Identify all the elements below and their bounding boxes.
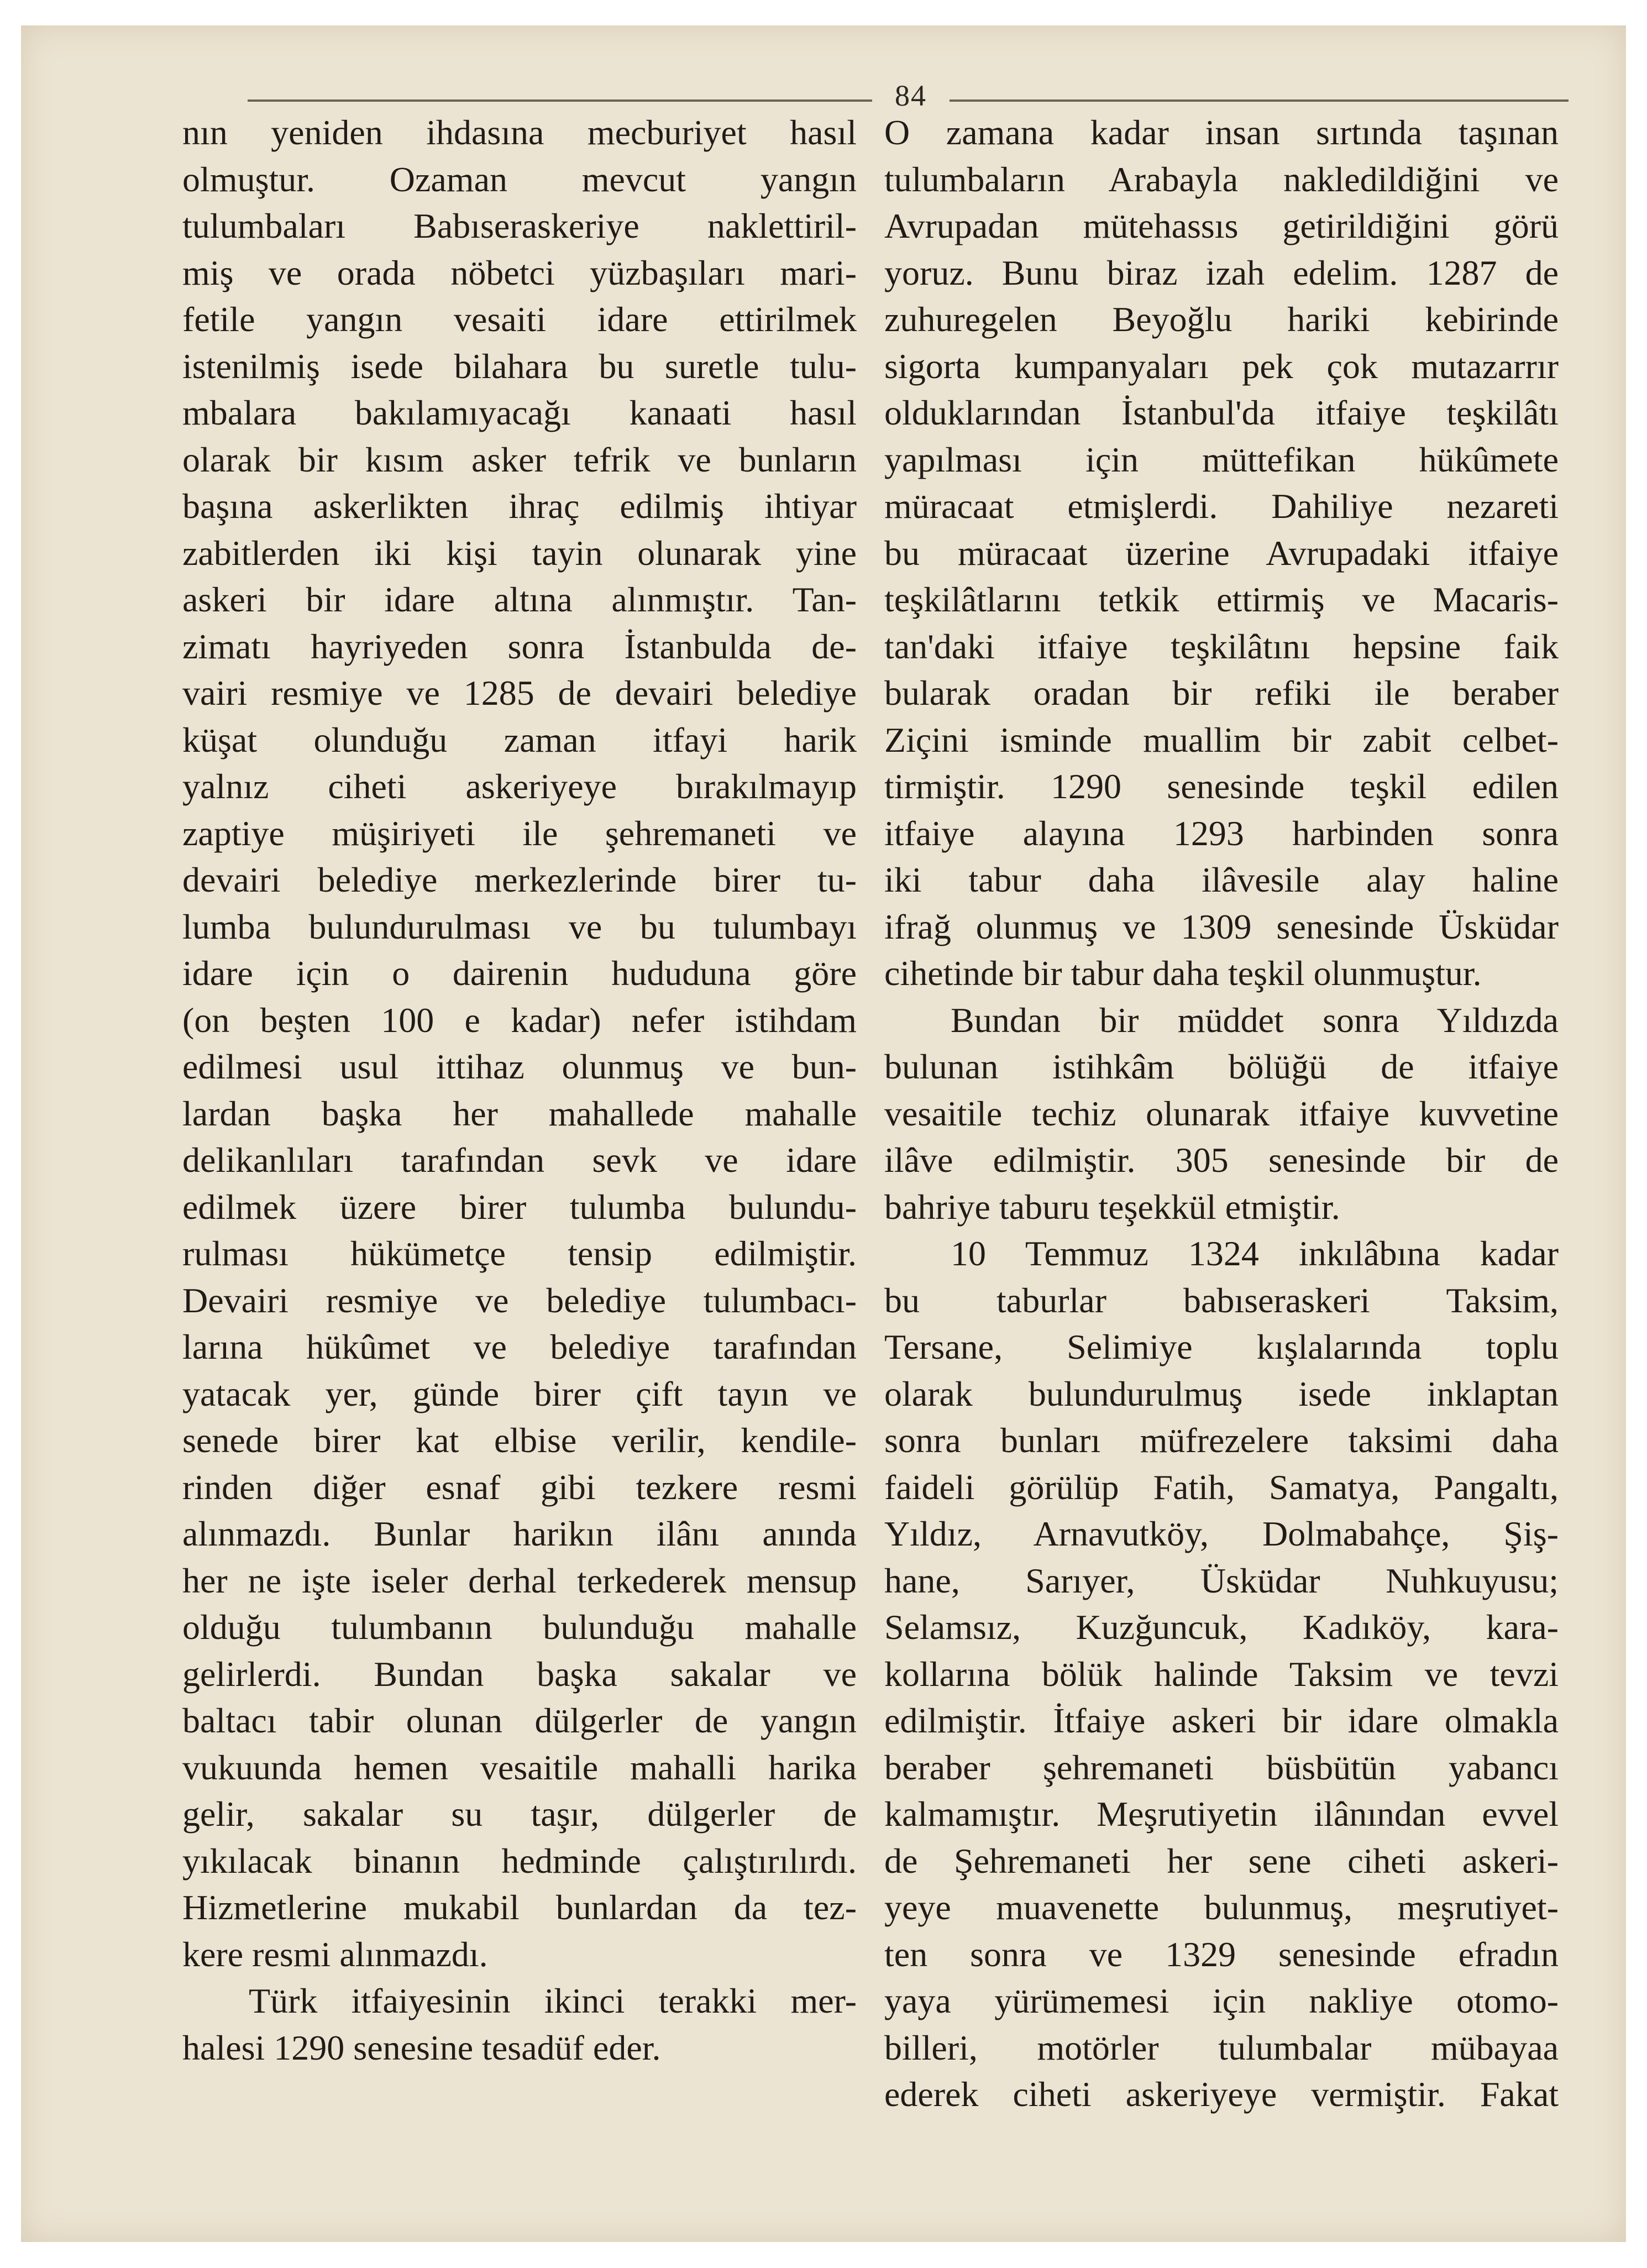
text-line: mbalara bakılamıyacağı kanaati hasıl — [182, 393, 857, 432]
text-line: Ziçini isminde muallim bir zabit celbet- — [884, 720, 1559, 760]
text-line: zuhuregelen Beyoğlu hariki kebirinde — [884, 300, 1559, 339]
text-line: yatacak yer, günde birer çift tayın ve — [182, 1374, 857, 1413]
text-line: sonra bunları müfrezelere taksimi daha — [884, 1421, 1559, 1460]
text-line: rulması hükümetçe tensip edilmiştir. — [182, 1234, 857, 1273]
left-column — [182, 109, 857, 2071]
text-line: olarak bir kısım asker tefrik ve bunların — [182, 439, 857, 479]
text-line: O zamana kadar insan sırtında taşınan — [884, 113, 1559, 152]
text-line: edilmesi usul ittihaz olunmuş ve bun- — [182, 1047, 857, 1086]
text-line: Hizmetlerine mukabil bunlardan da tez- — [182, 1888, 857, 1927]
text-line: yapılması için müttefikan hükûmete — [884, 439, 1559, 479]
text-line: bularak oradan bir refiki ile beraber — [884, 673, 1559, 713]
text-line: bu müracaat üzerine Avrupadaki itfaiye — [884, 533, 1559, 573]
text-line: küşat olunduğu zaman itfayi harik — [182, 720, 857, 760]
text-line: yaya yürümemesi için nakliye otomo- — [884, 1981, 1559, 2020]
text-line: olduklarından İstanbul'da itfaiye teşkilâtı — [884, 393, 1559, 432]
text-line: senede birer kat elbise verilir, kendile- — [182, 1421, 857, 1460]
text-line: gelirlerdi. Bundan başka sakalar ve — [182, 1654, 857, 1694]
text-line: her ne işte iseler derhal terkederek mensup — [182, 1560, 857, 1600]
text-line: 10 Temmuz 1324 inkılâbına kadar — [951, 1234, 1559, 1273]
text-line: iki tabur daha ilâvesile alay haline — [884, 860, 1559, 899]
text-line: gelir, sakalar su taşır, dülgerler de — [182, 1794, 857, 1834]
text-line: zabitlerden iki kişi tayin olunarak yine — [182, 533, 857, 573]
text-line: Avrupadan mütehassıs getirildiğini görü — [884, 206, 1559, 245]
text-line: Türk itfaiyesinin ikinci terakki mer- — [249, 1981, 857, 2020]
text-line: vairi resmiye ve 1285 de devairi belediye — [182, 673, 857, 713]
text-line: teşkilâtlarını tetkik ettirmiş ve Macaris- — [884, 580, 1559, 619]
text-line: yıkılacak binanın hedminde çalıştırılırdı. — [182, 1841, 857, 1881]
text-line: (on beşten 100 e kadar) nefer istihdam — [182, 1000, 857, 1040]
text-line: edilmiştir. İtfaiye askeri bir idare olmakla — [884, 1701, 1559, 1740]
text-line: miş ve orada nöbetci yüzbaşıları mari- — [182, 253, 857, 292]
header-rule-right — [950, 99, 1569, 102]
text-line: Bundan bir müddet sonra Yıldızda — [951, 1000, 1559, 1040]
text-line: itfaiye alayına 1293 harbinden sonra — [884, 813, 1559, 853]
text-line: billeri, motörler tulumbalar mübayaa — [884, 2028, 1559, 2067]
text-line: Yıldız, Arnavutköy, Dolmabahçe, Şiş- — [884, 1514, 1559, 1553]
text-line: fetile yangın vesaiti idare ettirilmek — [182, 300, 857, 339]
text-line: başına askerlikten ihraç edilmiş ihtiyar — [182, 486, 857, 526]
text-line: zaptiye müşiriyeti ile şehremaneti ve — [182, 813, 857, 853]
text-line: alınmazdı. Bunlar harikın ilânı anında — [182, 1514, 857, 1553]
text-line: yeye muavenette bulunmuş, meşrutiyet- — [884, 1888, 1559, 1927]
text-line: tan'daki itfaiye teşkilâtını hepsine faik — [884, 626, 1559, 666]
text-line: istenilmiş isede bilahara bu suretle tulu- — [182, 346, 857, 386]
text-line: faideli görülüp Fatih, Samatya, Pangaltı, — [884, 1467, 1559, 1507]
text-line: rinden diğer esnaf gibi tezkere resmi — [182, 1467, 857, 1507]
text-line: larına hükûmet ve belediye tarafından — [182, 1327, 857, 1366]
text-line: Selamsız, Kuzğuncuk, Kadıköy, kara- — [884, 1607, 1559, 1647]
text-line: nın yeniden ihdasına mecburiyet hasıl — [182, 113, 857, 152]
text-line: ten sonra ve 1329 senesinde efradın — [884, 1934, 1559, 1974]
text-line: hane, Sarıyer, Üsküdar Nuhkuyusu; — [884, 1560, 1559, 1600]
page-number: 84 — [895, 79, 927, 112]
text-line: delikanlıları tarafından sevk ve idare — [182, 1140, 857, 1180]
text-line: ifrağ olunmuş ve 1309 senesinde Üsküdar — [884, 907, 1559, 946]
text-line: müracaat etmişlerdi. Dahiliye nezareti — [884, 486, 1559, 526]
text-line: bulunan istihkâm bölüğü de itfaiye — [884, 1047, 1559, 1086]
text-line: bahriye taburu teşekkül etmiştir. — [884, 1187, 1340, 1227]
text-line: tulumbaları Babıseraskeriye naklettiril- — [182, 206, 857, 245]
text-line: cihetinde bir tabur daha teşkil olunmuştur. — [884, 954, 1482, 993]
text-line: sigorta kumpanyaları pek çok mutazarrır — [884, 346, 1559, 386]
text-line: devairi belediye merkezlerinde birer tu- — [182, 860, 857, 899]
header-rule-left — [248, 99, 872, 102]
text-line: olmuştur. Ozaman mevcut yangın — [182, 159, 857, 199]
text-line: ilâve edilmiştir. 305 senesinde bir de — [884, 1140, 1559, 1180]
text-line: idare için o dairenin hududuna göre — [182, 954, 857, 993]
text-line: olarak bulundurulmuş isede inklaptan — [884, 1374, 1559, 1413]
text-line: ederek ciheti askeriyeye vermiştir. Fakat — [884, 2075, 1559, 2114]
text-line: Devairi resmiye ve belediye tulumbacı- — [182, 1280, 857, 1320]
text-line: edilmek üzere birer tulumba bulundu- — [182, 1187, 857, 1227]
text-line: baltacı tabir olunan dülgerler de yangın — [182, 1701, 857, 1740]
text-line: yalnız ciheti askeriyeye bırakılmayıp — [182, 767, 857, 806]
text-line: Tersane, Selimiye kışlalarında toplu — [884, 1327, 1559, 1366]
text-line: kalmamıştır. Meşrutiyetin ilânından evvel — [884, 1794, 1559, 1834]
text-line: yoruz. Bunu biraz izah edelim. 1287 de — [884, 253, 1559, 292]
text-line: tulumbaların Arabayla nakledildiğini ve — [884, 159, 1559, 199]
text-line: kollarına bölük halinde Taksim ve tevzi — [884, 1654, 1559, 1694]
text-line: de Şehremaneti her sene ciheti askeri- — [884, 1841, 1559, 1881]
text-line: lardan başka her mahallede mahalle — [182, 1093, 857, 1133]
text-line: bu taburlar babıseraskeri Taksim, — [884, 1280, 1559, 1320]
text-line: beraber şehremaneti büsbütün yabancı — [884, 1747, 1559, 1787]
right-column — [884, 109, 1559, 2118]
text-line: zimatı hayriyeden sonra İstanbulda de- — [182, 626, 857, 666]
text-line: lumba bulundurulması ve bu tulumbayı — [182, 907, 857, 946]
text-line: olduğu tulumbanın bulunduğu mahalle — [182, 1607, 857, 1647]
text-line: vesaitile techiz olunarak itfaiye kuvvetine — [884, 1093, 1559, 1133]
text-line: halesi 1290 senesine tesadüf eder. — [182, 2028, 661, 2067]
text-line: vukuunda hemen vesaitile mahalli harika — [182, 1747, 857, 1787]
text-line: askeri bir idare altına alınmıştır. Tan- — [182, 580, 857, 619]
text-line: kere resmi alınmazdı. — [182, 1934, 488, 1974]
text-line: tirmiştir. 1290 senesinde teşkil edilen — [884, 767, 1559, 806]
